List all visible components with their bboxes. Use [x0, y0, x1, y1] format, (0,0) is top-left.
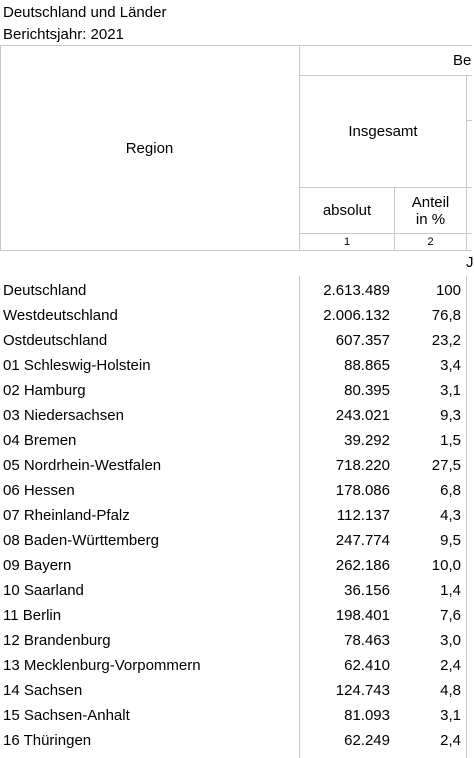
absolut-cell: 718.220 [335, 457, 390, 474]
anteil-cell: 100 [435, 282, 461, 299]
table-row [0, 278, 472, 303]
region-cell: 14 Sachsen [3, 682, 83, 699]
table-row [0, 353, 472, 378]
absolut-cell: 62.249 [344, 732, 390, 749]
column-group-header: Be [453, 52, 472, 69]
region-cell: 09 Bayern [3, 557, 72, 574]
table-row [0, 553, 472, 578]
region-cell: 15 Sachsen-Anhalt [3, 707, 130, 724]
anteil-cell: 2,4 [440, 657, 461, 674]
anteil-cell: 4,8 [440, 682, 461, 699]
absolut-cell: 198.401 [335, 607, 390, 624]
anteil-cell: 1,5 [440, 432, 461, 449]
absolut-cell: 88.865 [344, 357, 390, 374]
region-cell: 05 Nordrhein-Westfalen [3, 457, 162, 474]
absolut-cell: 243.021 [335, 407, 390, 424]
table-row [0, 603, 472, 628]
title-line-2: Berichtsjahr: 2021 [3, 26, 124, 43]
absolut-cell: 178.086 [335, 482, 390, 499]
table-row [0, 528, 472, 553]
anteil-cell: 7,6 [440, 607, 461, 624]
anteil-header: Anteil in % [411, 193, 450, 228]
insgesamt-header: Insgesamt [348, 123, 418, 140]
table-row [0, 378, 472, 403]
region-cell: Westdeutschland [3, 307, 118, 324]
anteil-cell: 23,2 [431, 332, 461, 349]
column-number-2: 2 [427, 236, 434, 248]
table-row [0, 478, 472, 503]
region-cell: 01 Schleswig-Holstein [3, 357, 151, 374]
table-row [0, 578, 472, 603]
table-row [0, 503, 472, 528]
anteil-cell: 3,0 [440, 632, 461, 649]
table-row [0, 628, 472, 653]
region-cell: 06 Hessen [3, 482, 75, 499]
table-row [0, 703, 472, 728]
table-row [0, 653, 472, 678]
table-row [0, 428, 472, 453]
table-row [0, 678, 472, 703]
absolut-cell: 607.357 [335, 332, 390, 349]
table-row [0, 328, 472, 353]
absolut-cell: 262.186 [335, 557, 390, 574]
anteil-cell: 9,5 [440, 532, 461, 549]
anteil-cell: 1,4 [440, 582, 461, 599]
absolut-cell: 36.156 [344, 582, 390, 599]
absolut-cell: 62.410 [344, 657, 390, 674]
table-row [0, 303, 472, 328]
region-cell: Ostdeutschland [3, 332, 108, 349]
absolut-cell: 81.093 [344, 707, 390, 724]
region-cell: 02 Hamburg [3, 382, 86, 399]
region-cell: 10 Saarland [3, 582, 84, 599]
anteil-cell: 2,4 [440, 732, 461, 749]
anteil-cell: 3,1 [440, 382, 461, 399]
anteil-cell: 6,8 [440, 482, 461, 499]
absolut-cell: 247.774 [335, 532, 390, 549]
table-row [0, 453, 472, 478]
region-cell: 11 Berlin [3, 607, 62, 624]
region-cell: 03 Niedersachsen [3, 407, 124, 424]
anteil-cell: 10,0 [431, 557, 461, 574]
region-cell: 13 Mecklenburg-Vorpommern [3, 657, 201, 674]
absolut-cell: 80.395 [344, 382, 390, 399]
anteil-cell: 76,8 [431, 307, 461, 324]
anteil-cell: 3,4 [440, 357, 461, 374]
absolut-header: absolut [322, 202, 372, 219]
anteil-cell: 4,3 [440, 507, 461, 524]
absolut-cell: 2.006.132 [323, 307, 390, 324]
column-number-1: 1 [343, 236, 351, 248]
title-line-1: Deutschland und Länder [3, 4, 167, 21]
anteil-cell: 3,1 [440, 707, 461, 724]
region-column-header: Region [125, 139, 174, 157]
region-cell: 16 Thüringen [3, 732, 92, 749]
absolut-cell: 112.137 [336, 507, 390, 524]
region-cell: 04 Bremen [3, 432, 77, 449]
region-cell: 07 Rheinland-Pfalz [3, 507, 130, 524]
absolut-cell: 78.463 [344, 632, 390, 649]
table-row [0, 728, 472, 753]
table-row [0, 403, 472, 428]
absolut-cell: 39.292 [344, 432, 390, 449]
absolut-cell: 124.743 [335, 682, 390, 699]
anteil-cell: 27,5 [431, 457, 461, 474]
absolut-cell: 2.613.489 [323, 282, 390, 299]
region-cell: 08 Baden-Württemberg [3, 532, 159, 549]
anteil-cell: 9,3 [440, 407, 461, 424]
region-cell: Deutschland [3, 282, 87, 299]
region-cell: 12 Brandenburg [3, 632, 111, 649]
section-header: J [466, 254, 474, 271]
